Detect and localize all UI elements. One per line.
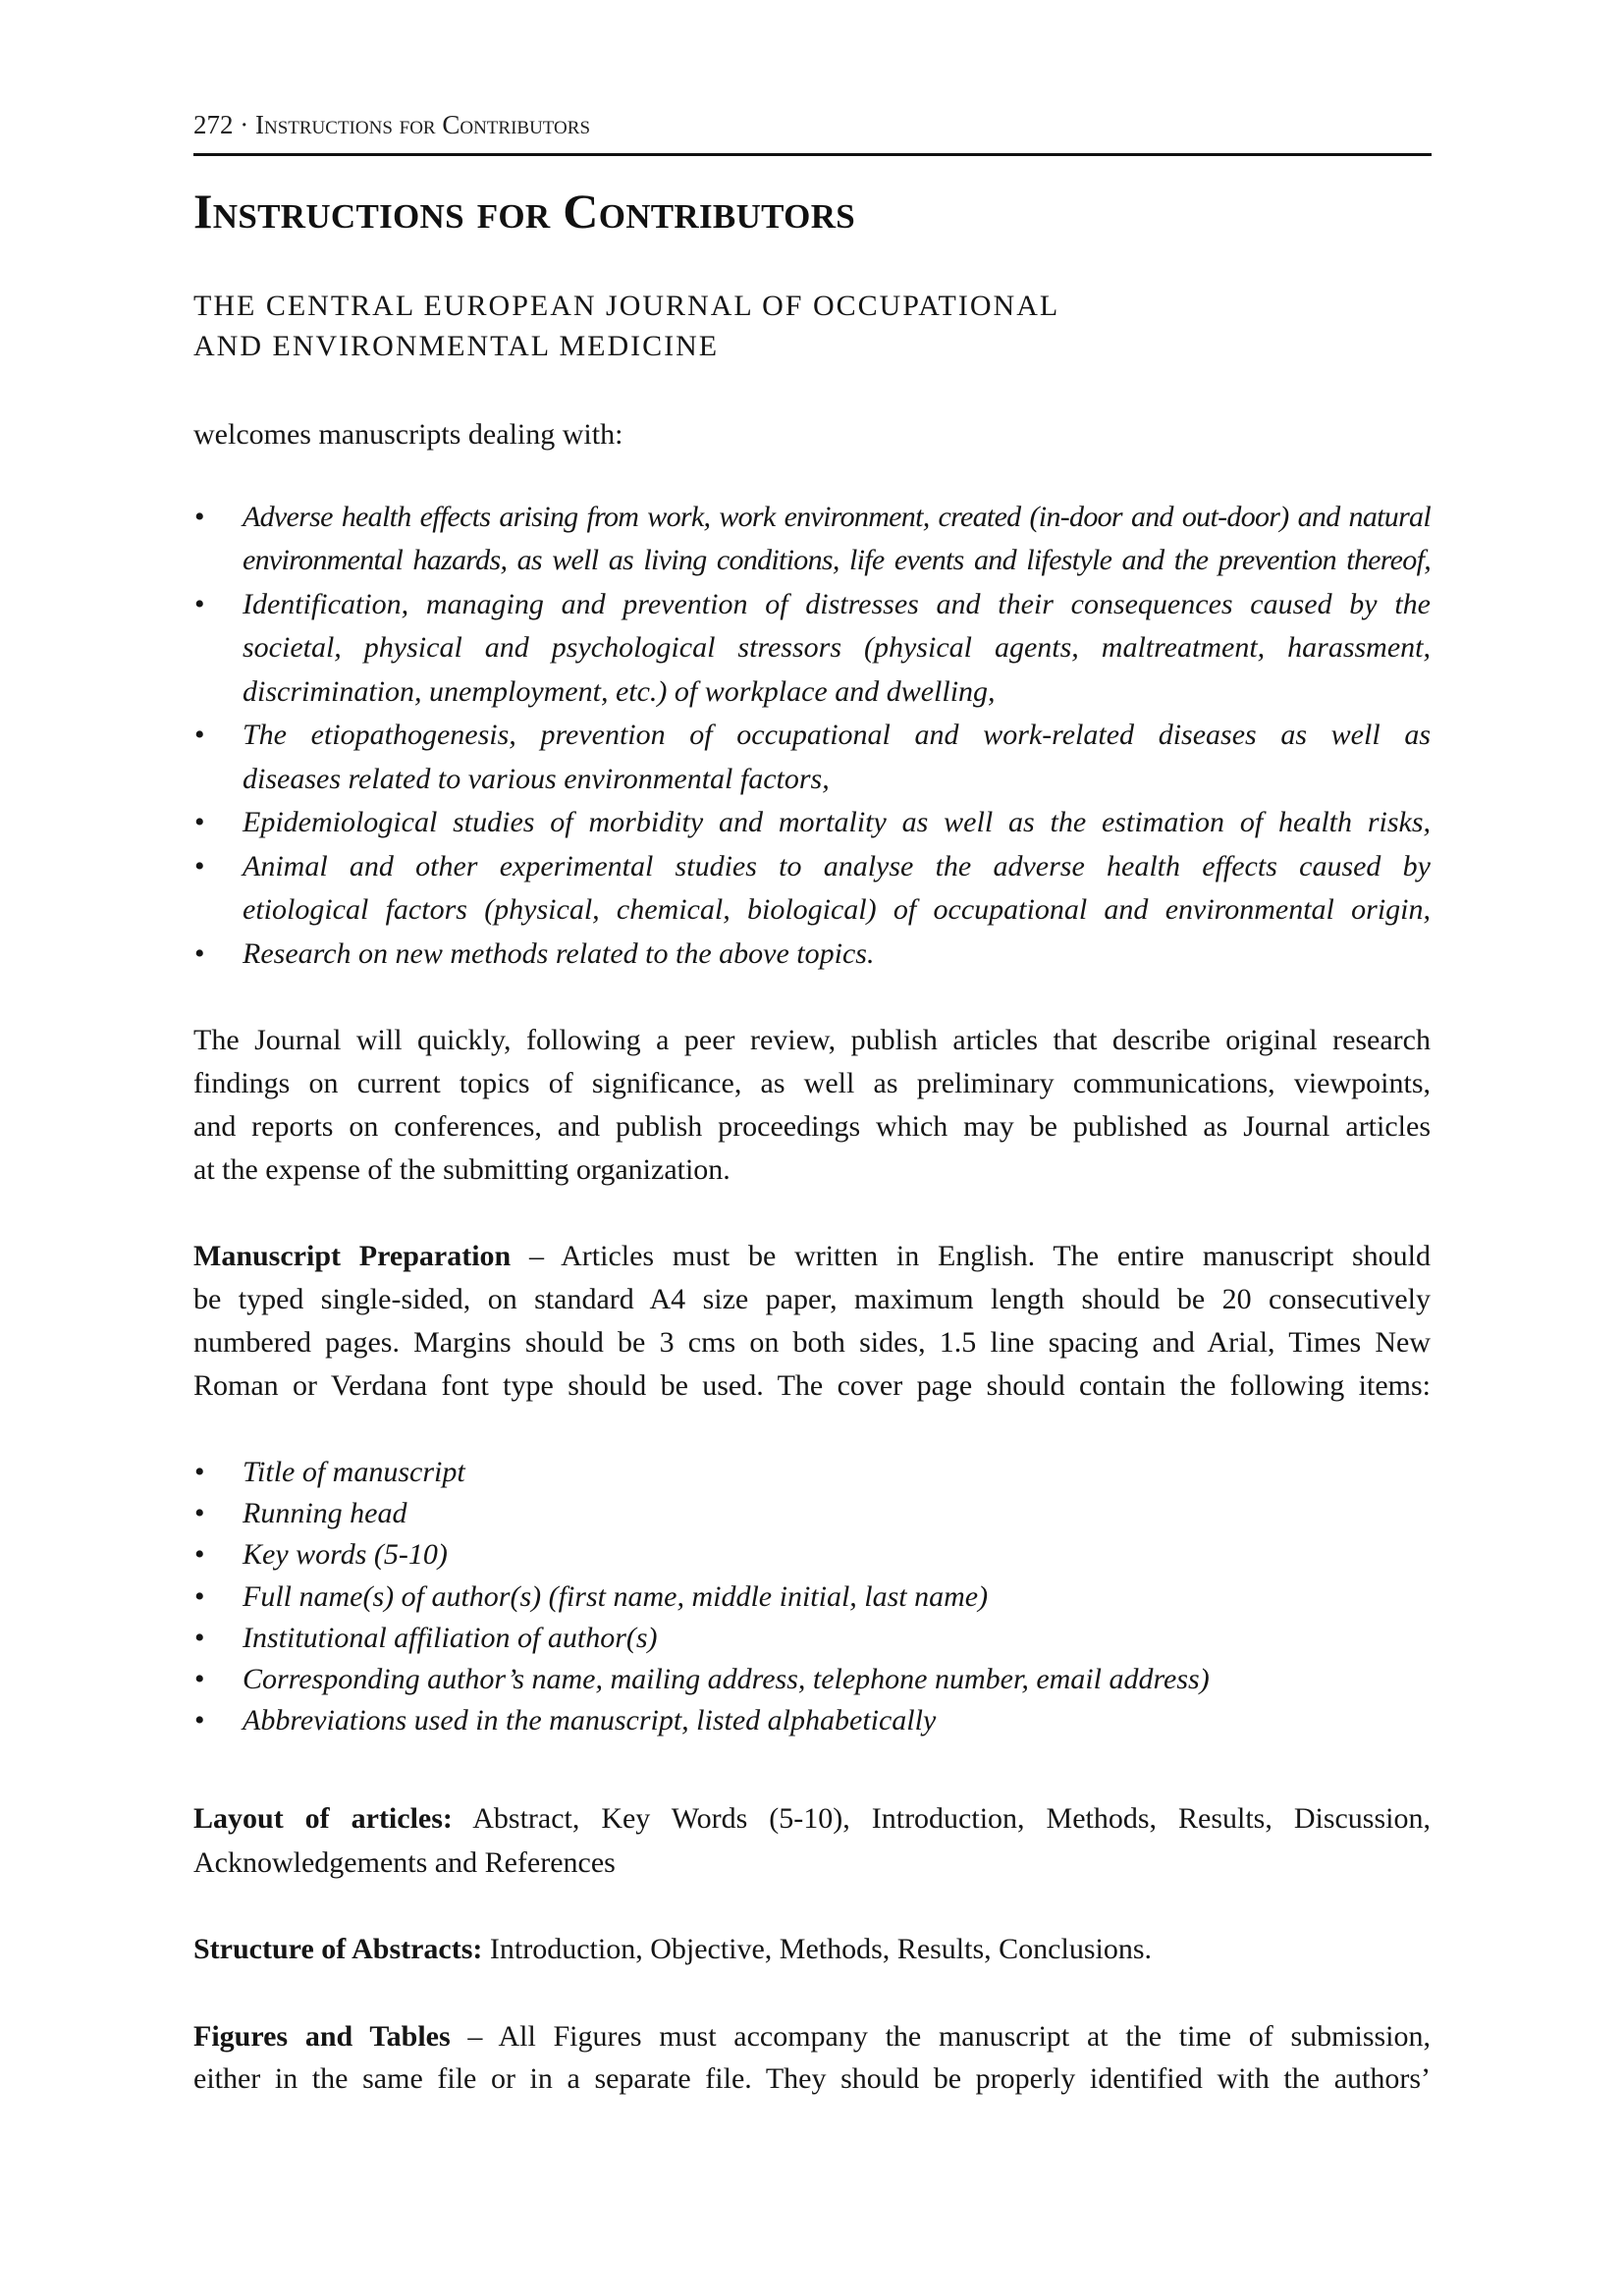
paragraph-line: either in the same file or in a separate file. They should be properly identified with the authors’ <box>193 2062 1431 2095</box>
paragraph-text: Abstract, Key Words (5-10), Introduction, Methods, Results, Discussion, <box>452 1802 1431 1835</box>
paragraph-line: Acknowledgements and References <box>193 1846 616 1879</box>
bullet-icon: • <box>194 588 205 620</box>
journal-name-line: THE CENTRAL EUROPEAN JOURNAL OF OCCUPATIONAL <box>193 290 1060 322</box>
section-label: Layout of articles: <box>193 1802 453 1835</box>
bullet-icon: • <box>194 1704 205 1736</box>
list-item-text: Running head <box>243 1497 407 1529</box>
paragraph-line: Roman or Verdana font type should be used. The cover page should contain the following items: <box>193 1369 1431 1402</box>
bullet-icon: • <box>194 1663 205 1695</box>
list-item-line: Animal and other experimental studies to analyse the adverse health effects caused by <box>243 850 1431 882</box>
paragraph-line: be typed single-sided, on standard A4 size paper, maximum length should be 20 consecutively <box>193 1283 1431 1315</box>
list-item-line: Research on new methods related to the above topics. <box>243 937 875 970</box>
list-item-line: discrimination, unemployment, etc.) of workplace and dwelling, <box>243 675 996 708</box>
list-item-text: Key words (5-10) <box>243 1538 448 1571</box>
list-item-line: Adverse health effects arising from work, work environment, created (in-door and out-door) and natural <box>243 501 1431 533</box>
bullet-icon: • <box>194 1456 205 1488</box>
section-label: Figures and Tables <box>193 2020 451 2053</box>
bullet-icon: • <box>194 1538 205 1571</box>
list-item-text: Full name(s) of author(s) (first name, middle initial, last name) <box>243 1580 989 1613</box>
bullet-icon: • <box>194 806 205 838</box>
list-item-line: environmental hazards, as well as living conditions, life events and lifestyle and the prevention thereof, <box>243 544 1431 576</box>
bullet-icon: • <box>194 1497 205 1529</box>
page-title: Instructions for Contributors <box>193 184 856 239</box>
paragraph-text: – Articles must be written in English. The entire manuscript should <box>511 1240 1431 1272</box>
paragraph-line: and reports on conferences, and publish proceedings which may be published as Journal articles <box>193 1110 1431 1143</box>
bullet-icon: • <box>194 1622 205 1654</box>
list-item-line: societal, physical and psychological stressors (physical agents, maltreatment, harassment, <box>243 631 1431 664</box>
paragraph-line <box>193 1242 1431 1271</box>
list-item-line: diseases related to various environmental factors, <box>243 763 830 795</box>
section-label: Structure of Abstracts: <box>193 1933 483 1965</box>
list-item-line: etiological factors (physical, chemical, biological) of occupational and environmental origin, <box>243 893 1431 926</box>
list-item-line: Epidemiological studies of morbidity and mortality as well as the estimation of health risks, <box>243 806 1431 838</box>
list-item-text: Abbreviations used in the manuscript, listed alphabetically <box>243 1704 937 1736</box>
paragraph-line <box>193 1935 1431 1964</box>
list-item-line: The etiopathogenesis, prevention of occupational and work-related diseases as well as <box>243 719 1431 751</box>
list-item-text: Corresponding author’s name, mailing address, telephone number, email address) <box>243 1663 1210 1695</box>
paragraph-text: Introduction, Objective, Methods, Results, Conclusions. <box>482 1933 1152 1965</box>
header-rule <box>193 153 1432 156</box>
section-label: Manuscript Preparation <box>193 1240 512 1272</box>
list-item-text: Title of manuscript <box>243 1456 465 1488</box>
paragraph-line: The Journal will quickly, following a peer review, publish articles that describe original research <box>193 1024 1431 1056</box>
list-item-line: Identification, managing and prevention of distresses and their consequences caused by the <box>243 588 1431 620</box>
paragraph-line: numbered pages. Margins should be 3 cms on both sides, 1.5 line spacing and Arial, Times New <box>193 1326 1431 1359</box>
list-item-text: Institutional affiliation of author(s) <box>243 1622 658 1654</box>
paragraph-line <box>193 1804 1431 1834</box>
bullet-icon: • <box>194 501 205 533</box>
intro-text: welcomes manuscripts dealing with: <box>193 418 623 451</box>
bullet-icon: • <box>194 719 205 751</box>
bullet-icon: • <box>194 850 205 882</box>
paragraph-line <box>193 2022 1431 2052</box>
paragraph-line: at the expense of the submitting organization. <box>193 1153 731 1186</box>
running-head: 272 · Instructions for Contributors <box>193 110 591 139</box>
paragraph-text: – All Figures must accompany the manuscript at the time of submission, <box>450 2020 1432 2053</box>
bullet-icon: • <box>194 937 205 970</box>
paragraph-line: findings on current topics of significance, as well as preliminary communications, viewpoints, <box>193 1067 1431 1099</box>
journal-name-line: AND ENVIRONMENTAL MEDICINE <box>193 330 720 362</box>
bullet-icon: • <box>194 1580 205 1613</box>
